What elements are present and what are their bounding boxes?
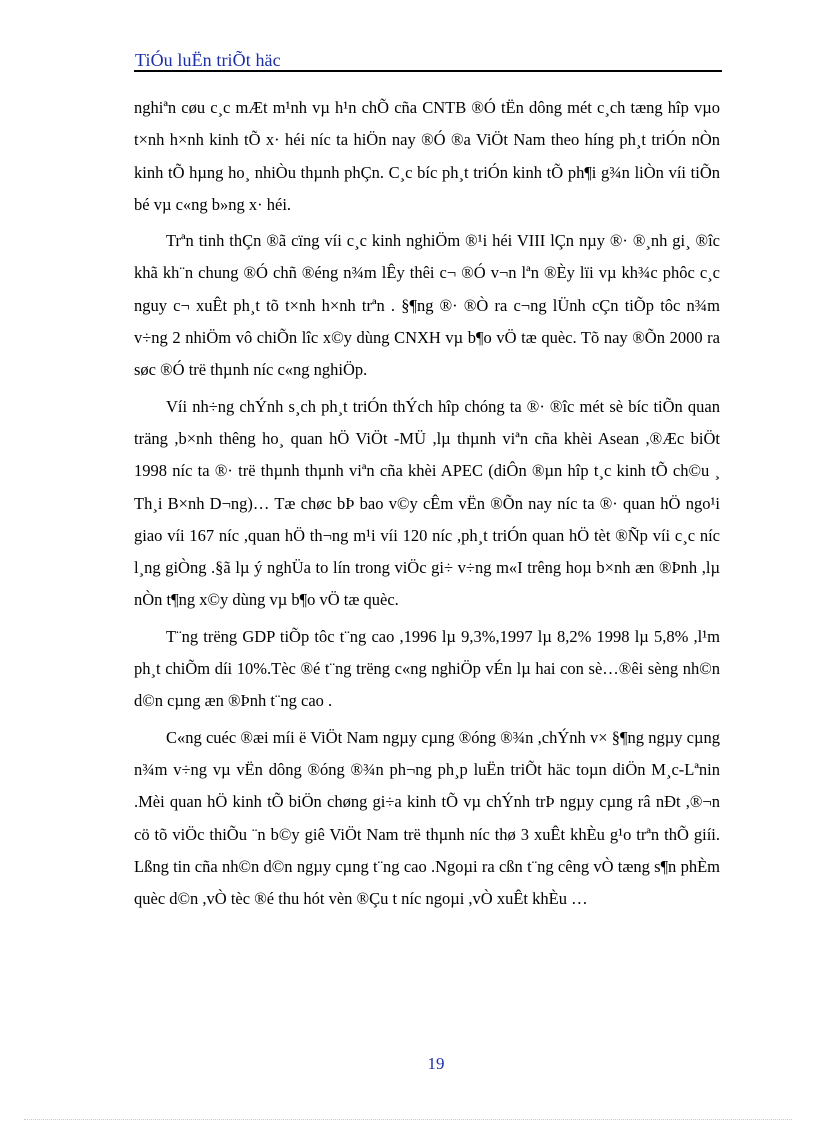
paragraph-5: C«ng cuéc ®æi míi ë ViÖt Nam ngµy cµng ®óng ®¾n ,chÝnh v× §¶ng ngµy cµng n¾m v÷ng vµ vËn dông ®óng ®¾n ph¬ng ph¸p luËn triÕt häc toµn diÖn M¸c-Lªnin .Mèi quan hÖ kinh tÕ biÖn chøng gi÷a kinh tÕ vµ chÝnh trÞ ngµy cµng râ nÐt ,®¬n cö tõ viÖc thiÕu ¨n b©y giê ViÖt Nam trë thµnh níc thø 3 xuÊt khÈu g¹o trªn thÕ giíi. Lßng tin cña nh©n d©n ngµy cµng t¨ng cao .Ngoµi ra cßn t¨ng cêng vÒ tæng s¶n phÈm quèc d©n ,vÒ tèc ®é thu hót vèn ®Çu t níc ngoµi ,vÒ xuÊt khÈu …	[134, 727, 720, 909]
paragraph-2: Trªn tinh thÇn ®ã cïng víi c¸c kinh nghiÖm ®¹i héi VIII lÇn nµy ®· ®¸nh gi¸ ®îc khã kh¨n chung ®Ó chñ ®éng n¾m lÊy thêi c¬ ®Ó v¬n lªn ®Èy lïi vµ kh¾c phôc c¸c nguy c¬ xuÊt ph¸t tõ t×nh h×nh trªn . §¶ng ®· ®Ò ra c¬ng lÜnh cÇn tiÕp tôc n¾m v÷ng 2 nhiÖm vô chiÕn lîc x©y dùng CNXH vµ b¶o vÖ tæ quèc. Tõ nay ®Õn 2000 ra søc ®Ó trë thµnh níc c«ng nghiÖp.	[134, 231, 720, 380]
header-divider	[134, 70, 722, 72]
header-title: TiÓu luËn triÕt häc	[135, 50, 281, 70]
paragraph-3: Víi nh÷ng chÝnh s¸ch ph¸t triÓn thÝch hîp chóng ta ®· ®îc mét sè bíc tiÕn quan träng ,b×nh thêng ho¸ quan hÖ ViÖt -MÜ ,lµ thµnh viªn cña khèi Asean ,®Æc biÖt 1998 níc ta ®· trë thµnh thµnh viªn cña khèi APEC (diÔn ®µn hîp t¸c kinh tÕ ch©u ¸ Th¸i B×nh D¬ng)… Tæ chøc bÞ bao v©y cÊm vËn ®Õn nay níc ta ®· quan hÖ ngo¹i giao víi 167 níc ,quan hÖ th¬ng m¹i víi 120 níc ,ph¸t triÓn quan hÖ tèt ®Ñp víi c¸c níc l¸ng giÒng .§ã lµ ý nghÜa to lín trong viÖc gi÷ v÷ng m«I trêng hoµ b×nh æn ®Þnh ,lµ nÒn t¶ng x©y dùng vµ b¶o vÖ tæ quèc.	[134, 396, 720, 610]
page-number: 19	[427, 1054, 445, 1073]
paragraph-1: nghiªn cøu c¸c mÆt m¹nh vµ h¹n chÕ cña CNTB ®Ó tËn dông mét c¸ch tæng hîp vµo t×nh h×nh kinh tÕ x· héi níc ta hiÖn nay ®Ó ®a ViÖt Nam theo híng ph¸t triÓn nÒn kinh tÕ hµng ho¸ nhiÒu thµnh phÇn. C¸c bíc ph¸t triÓn kinh tÕ ph¶i g¾n liÒn víi tiÕn bé vµ c«ng b»ng x· héi.	[134, 98, 720, 214]
paragraph-4: T¨ng trëng GDP tiÕp tôc t¨ng cao ,1996 lµ 9,3%,1997 lµ 8,2% 1998 lµ 5,8% ,l¹m ph¸t chiÕm díi 10%.Tèc ®é t¨ng trëng c«ng nghiÖp vÉn lµ hai con sè…®êi sèng nh©n d©n cµng æn ®Þnh t¨ng cao .	[134, 626, 720, 711]
page-bottom-divider	[24, 1119, 792, 1120]
body-text	[134, 92, 720, 919]
